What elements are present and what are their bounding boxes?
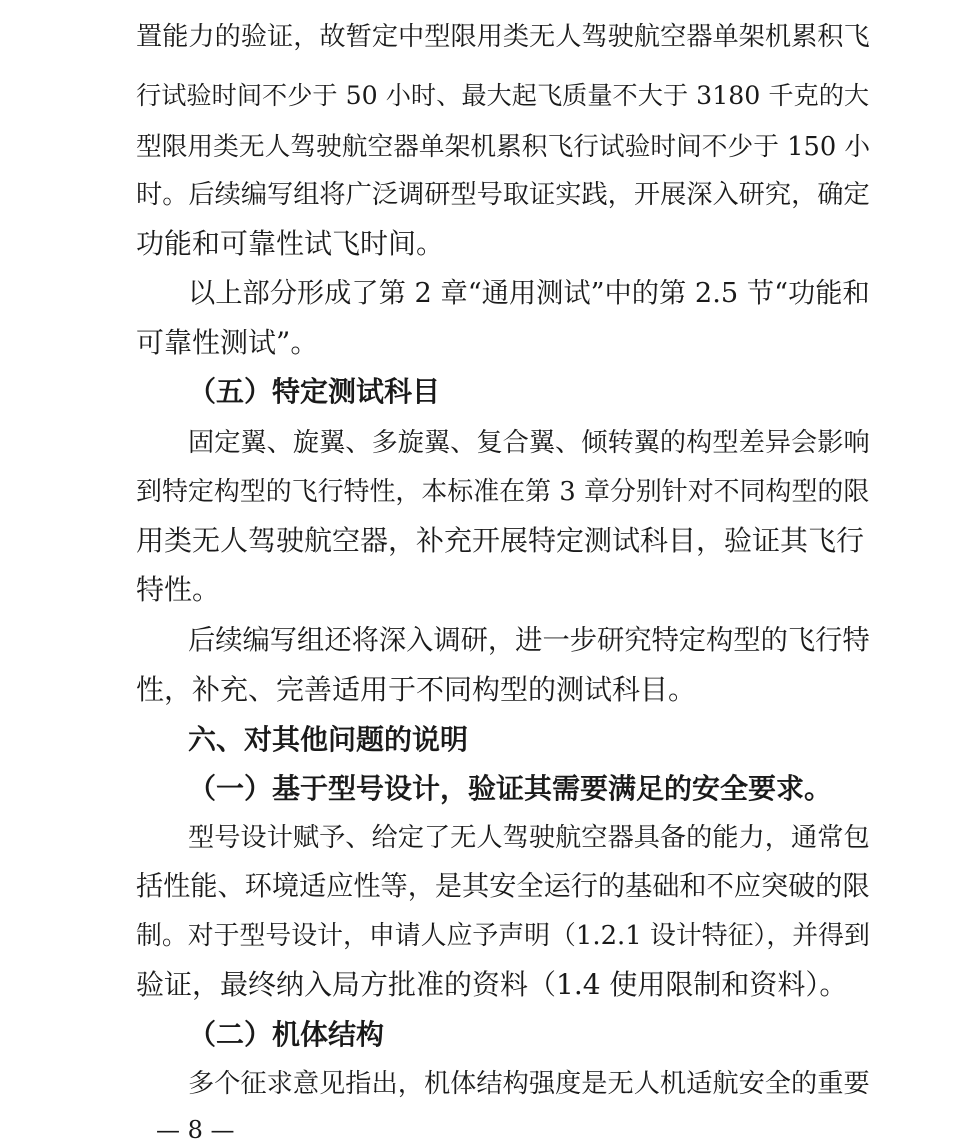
body-text-line: 时。后续编写组将广泛调研型号取证实践，开展深入研究，确定 <box>136 180 870 210</box>
body-text-line: 多个征求意见指出，机体结构强度是无人机适航安全的重要 <box>188 1069 870 1099</box>
body-text-line: 行试验时间不少于 50 小时、最大起飞质量不大于 3180 千克的大 <box>136 81 870 110</box>
body-text-line: 型限用类无人驾驶航空器单架机累积飞行试验时间不少于 150 小 <box>136 132 871 162</box>
body-text-line: 性，补充、完善适用于不同构型的测试科目。 <box>136 673 697 706</box>
body-text-line: 验证，最终纳入局方批准的资料（1.4 使用限制和资料）。 <box>136 968 848 1001</box>
subsection-heading: （二）机体结构 <box>188 1018 385 1051</box>
body-text-line: 固定翼、旋翼、多旋翼、复合翼、倾转翼的构型差异会影响 <box>188 428 870 458</box>
body-text-line: 到特定构型的飞行特性，本标准在第 3 章分别针对不同构型的限 <box>136 477 870 507</box>
body-text-line: 置能力的验证，故暂定中型限用类无人驾驶航空器单架机累积飞 <box>136 22 870 52</box>
body-text-line: 括性能、环境适应性等，是其安全运行的基础和不应突破的限 <box>136 871 870 902</box>
body-text-line: 型号设计赋予、给定了无人驾驶航空器具备的能力，通常包 <box>188 823 870 853</box>
body-text-line: 功能和可靠性试飞时间。 <box>136 227 445 260</box>
page-number: — 8 — <box>156 1116 235 1144</box>
body-text-line: 以上部分形成了第 2 章“通用测试”中的第 2.5 节“功能和 <box>188 278 870 309</box>
section-heading: 六、对其他问题的说明 <box>188 723 469 756</box>
body-text-line: 制。对于型号设计，申请人应予声明（1.2.1 设计特征），并得到 <box>136 921 870 951</box>
body-text-line: 后续编写组还将深入调研，进一步研究特定构型的飞行特 <box>188 625 870 656</box>
body-text-line: 用类无人驾驶航空器，补充开展特定测试科目，验证其飞行 <box>136 524 865 557</box>
subsection-heading: （一）基于型号设计，验证其需要满足的安全要求。 <box>188 772 833 805</box>
body-text-line: 特性。 <box>136 573 221 606</box>
subsection-heading: （五）特定测试科目 <box>188 375 441 408</box>
body-text-line: 可靠性测试”。 <box>136 326 319 359</box>
